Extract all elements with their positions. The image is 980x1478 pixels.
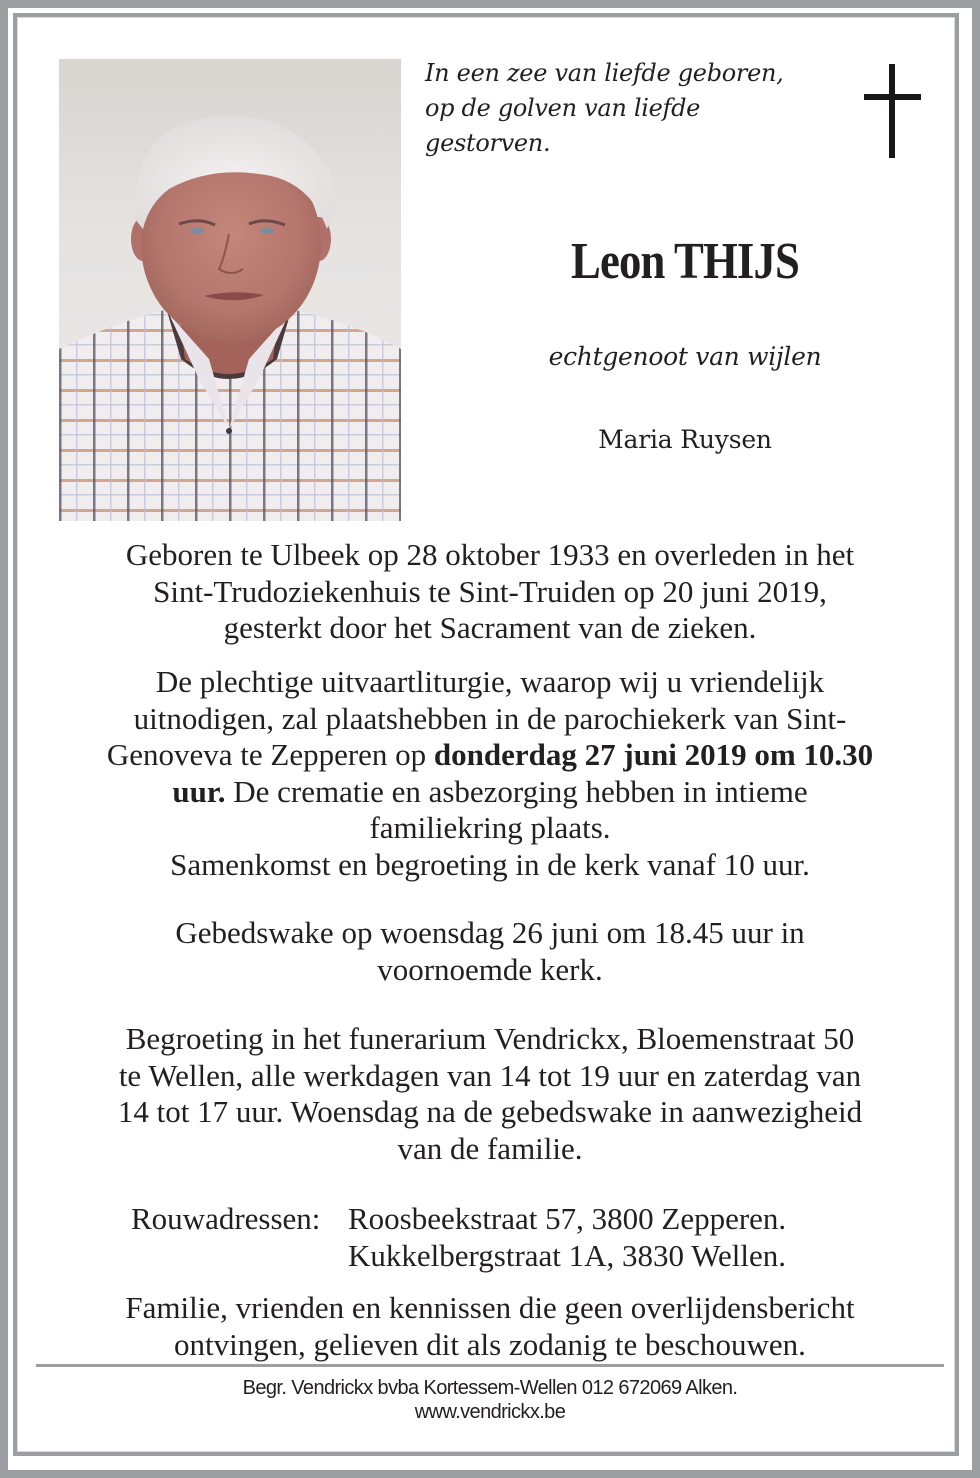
funeral-datetime: donderdag 27 juni 2019 om 10.30 <box>433 737 874 772</box>
birth-death-paragraph <box>40 537 940 647</box>
funeral-paragraph <box>40 664 940 883</box>
mourning-addresses <box>40 1201 940 1274</box>
text-line: uitnodigen, zal plaatshebben in de parochiekerk van Sint- <box>133 700 847 736</box>
poem-verse <box>425 56 845 161</box>
poem-line: op de golven van liefde <box>425 94 701 122</box>
text-line: Sint-Trudoziekenhuis te Sint-Truiden op 20 juni 2019, <box>153 573 827 609</box>
text-line: gesterkt door het Sacrament van de zieken. <box>223 610 757 645</box>
closing-paragraph <box>40 1290 940 1363</box>
address-row <box>40 1201 940 1238</box>
deceased-name: Leon THIJS <box>571 233 799 290</box>
vigil-paragraph <box>40 915 940 988</box>
footer-divider <box>36 1364 944 1367</box>
text-line: De plechtige uitvaartliturgie, waarop wij u vriendelijk <box>155 664 825 699</box>
text-line: 14 tot 17 uur. Woensdag na de gebedswake in aanwezigheid <box>117 1094 863 1129</box>
text-line: voornoemde kerk. <box>377 951 603 987</box>
portrait-photo <box>59 59 401 521</box>
text-segment: De crematie en asbezorging hebben in intieme <box>225 773 808 809</box>
text-line: Samenkomst en begroeting in de kerk vanaf 10 uur. <box>170 846 810 882</box>
text-segment: Genoveva te Zepperen op <box>106 737 434 772</box>
text-line: Gebedswake op woensdag 26 juni om 18.45 uur in <box>175 915 805 950</box>
text-line <box>40 737 940 774</box>
text-line: Geboren te Ulbeek op 28 oktober 1933 en overleden in het <box>125 537 855 572</box>
text-line: familiekring plaats. <box>369 810 611 845</box>
text-line <box>40 774 940 811</box>
text-line: te Wellen, alle werkdagen van 14 tot 19 uur en zaterdag van <box>118 1057 862 1093</box>
poem-line: gestorven. <box>425 129 551 157</box>
funeral-director-info: Begr. Vendrickx bvba Kortessem-Wellen 012 672069 Alken. <box>242 1377 738 1399</box>
funeral-datetime-suffix: uur. <box>172 773 226 809</box>
cross-vertical-bar <box>889 64 895 158</box>
address-item: Roosbeekstraat 57, 3800 Zepperen. <box>348 1201 787 1236</box>
address-item: Kukkelbergstraat 1A, 3830 Wellen. <box>348 1237 787 1273</box>
poem-line: In een zee van liefde geboren, <box>425 59 784 87</box>
website-link[interactable]: www.vendrickx.be <box>414 1401 566 1423</box>
relation-label: echtgenoot van wijlen <box>548 342 822 371</box>
addresses-label: Rouwadressen: <box>131 1201 321 1236</box>
text-line: van de familie. <box>397 1130 583 1166</box>
spouse-name: Maria Ruysen <box>598 425 772 454</box>
text-line: Familie, vrienden en kennissen die geen overlijdensbericht <box>125 1290 855 1325</box>
text-line: ontvingen, gelieven dit als zodanig te beschouwen. <box>174 1326 806 1362</box>
text-line: Begroeting in het funerarium Vendrickx, Bloemenstraat 50 <box>125 1021 855 1056</box>
visitation-paragraph <box>40 1021 940 1167</box>
cross-horizontal-bar <box>864 94 921 100</box>
address-row <box>40 1238 940 1275</box>
cross-icon <box>864 64 921 160</box>
